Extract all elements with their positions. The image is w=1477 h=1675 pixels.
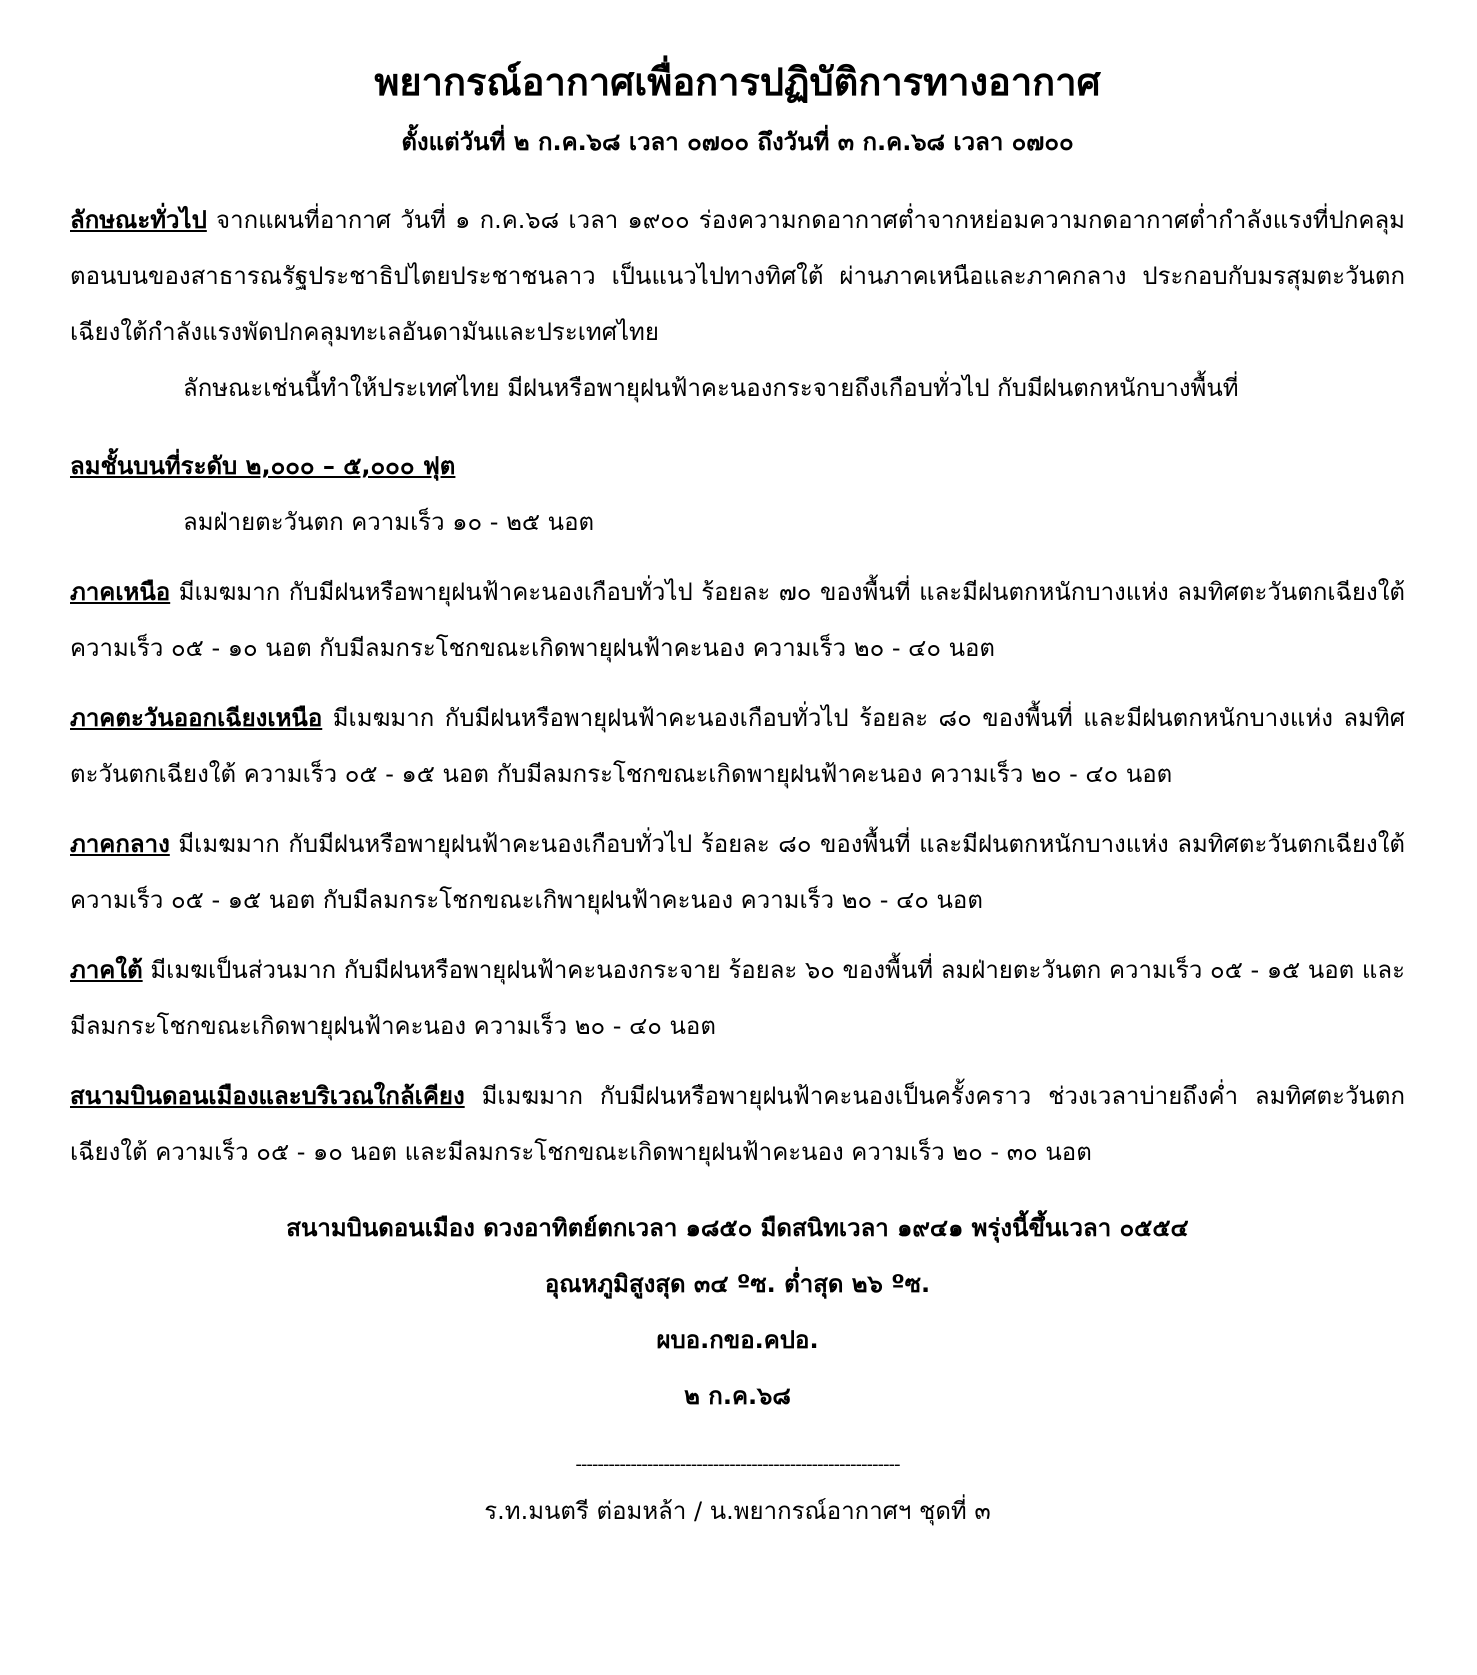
issuing-unit: ผบอ.กขอ.คปอ. (656, 1326, 819, 1354)
issue-date: ๒ ก.ค.๖๘ (684, 1382, 791, 1410)
document-title: พยากรณ์อากาศเพื่อการปฏิบัติการทางอากาศ (374, 60, 1101, 104)
upper-wind-heading: ลมชั้นบนที่ระดับ ๒,๐๐๐ – ๕,๐๐๐ ฟุต (70, 452, 456, 480)
forecaster-signature: ร.ท.มนตรี ต่อมหล้า / น.พยากรณ์อากาศฯ ชุดที่ ๓ (484, 1497, 991, 1525)
region-heading: สนามบินดอนเมืองและบริเวณใกล้เคียง (70, 1082, 465, 1110)
general-text: จากแผนที่อากาศ วันที่ ๑ ก.ค.๖๘ เวลา ๑๙๐๐ ร่องความกดอากาศต่ำจากหย่อมความกดอากาศต่ำกำลังแรงที่ปกคลุมตอนบนของสาธารณรัฐประชาธิปไตยประชาชนลาว เป็นแนวไปทางทิศใต้ ผ่านภาคเหนือและภาคกลาง ประกอบกับมรสุมตะวันตกเฉียงใต้กำลังแรงพัดปกคลุมทะเลอันดามันและประเทศไทย (70, 206, 1405, 346)
region-text: มีเมฆมาก กับมีฝนหรือพายุฝนฟ้าคะนองเกือบทั่วไป ร้อยละ ๘๐ ของพื้นที่ และมีฝนตกหนักบางแห่ง ลมทิศตะวันตกเฉียงใต้ ความเร็ว ๐๕ - ๑๕ นอต กับมีลมกระโชกขณะเกิดพายุฝนฟ้าคะนอง ความเร็ว ๒๐ - ๔๐ นอต (70, 704, 1405, 788)
region-heading: ภาคกลาง (70, 830, 170, 858)
region-text: มีเมฆมาก กับมีฝนหรือพายุฝนฟ้าคะนองเป็นครั้งคราว ช่วงเวลาบ่ายถึงค่ำ ลมทิศตะวันตกเฉียงใต้ ความเร็ว ๐๕ - ๑๐ นอต และมีลมกระโชกขณะเกิดพายุฝนฟ้าคะนอง ความเร็ว ๒๐ - ๓๐ นอต (70, 1082, 1405, 1166)
region-central (70, 816, 1405, 928)
general-heading: ลักษณะทั่วไป (70, 206, 207, 234)
separator-line: ----------------------------------------------------------- (575, 1454, 900, 1475)
region-heading: ภาคตะวันออกเฉียงเหนือ (70, 704, 323, 732)
general-effect: ลักษณะเช่นนี้ทำให้ประเทศไทย มีฝนหรือพายุฝนฟ้าคะนองกระจายถึงเกือบทั่วไป กับมีฝนตกหนักบางพื้นที่ (183, 374, 1239, 402)
forecast-period: ตั้งแต่วันที่ ๒ ก.ค.๖๘ เวลา ๐๗๐๐ ถึงวันที่ ๓ ก.ค.๖๘ เวลา ๐๗๐๐ (401, 128, 1074, 156)
region-north (70, 564, 1405, 676)
general-section (70, 192, 1405, 360)
temperature: อุณหภูมิสูงสุด ๓๔ ºซ. ต่ำสุด ๒๖ ºซ. (544, 1270, 931, 1298)
sun-times: สนามบินดอนเมือง ดวงอาทิตย์ตกเวลา ๑๘๕๐ มืดสนิทเวลา ๑๙๔๑ พรุ่งนี้ขึ้นเวลา ๐๕๕๔ (286, 1214, 1189, 1242)
region-northeast (70, 690, 1405, 802)
region-text: มีเมฆเป็นส่วนมาก กับมีฝนหรือพายุฝนฟ้าคะนองกระจาย ร้อยละ ๖๐ ของพื้นที่ ลมฝ่ายตะวันตก ความเร็ว ๐๕ - ๑๕ นอต และมีลมกระโชกขณะเกิดพายุฝนฟ้าคะนอง ความเร็ว ๒๐ - ๔๐ นอต (70, 956, 1405, 1040)
region-heading: ภาคใต้ (70, 956, 143, 984)
upper-wind-text: ลมฝ่ายตะวันตก ความเร็ว ๑๐ - ๒๕ นอต (183, 508, 595, 536)
region-donmueang (70, 1068, 1405, 1180)
region-text: มีเมฆมาก กับมีฝนหรือพายุฝนฟ้าคะนองเกือบทั่วไป ร้อยละ ๗๐ ของพื้นที่ และมีฝนตกหนักบางแห่ง ลมทิศตะวันตกเฉียงใต้ ความเร็ว ๐๕ - ๑๐ นอต กับมีลมกระโชกขณะเกิดพายุฝนฟ้าคะนอง ความเร็ว ๒๐ - ๔๐ นอต (70, 578, 1405, 662)
region-south (70, 942, 1405, 1054)
region-text: มีเมฆมาก กับมีฝนหรือพายุฝนฟ้าคะนองเกือบทั่วไป ร้อยละ ๘๐ ของพื้นที่ และมีฝนตกหนักบางแห่ง ลมทิศตะวันตกเฉียงใต้ ความเร็ว ๐๕ - ๑๕ นอต กับมีลมกระโชกขณะเกิพายุฝนฟ้าคะนอง ความเร็ว ๒๐ - ๔๐ นอต (70, 830, 1405, 914)
region-heading: ภาคเหนือ (70, 578, 171, 606)
upper-wind-heading-row (70, 438, 1405, 494)
